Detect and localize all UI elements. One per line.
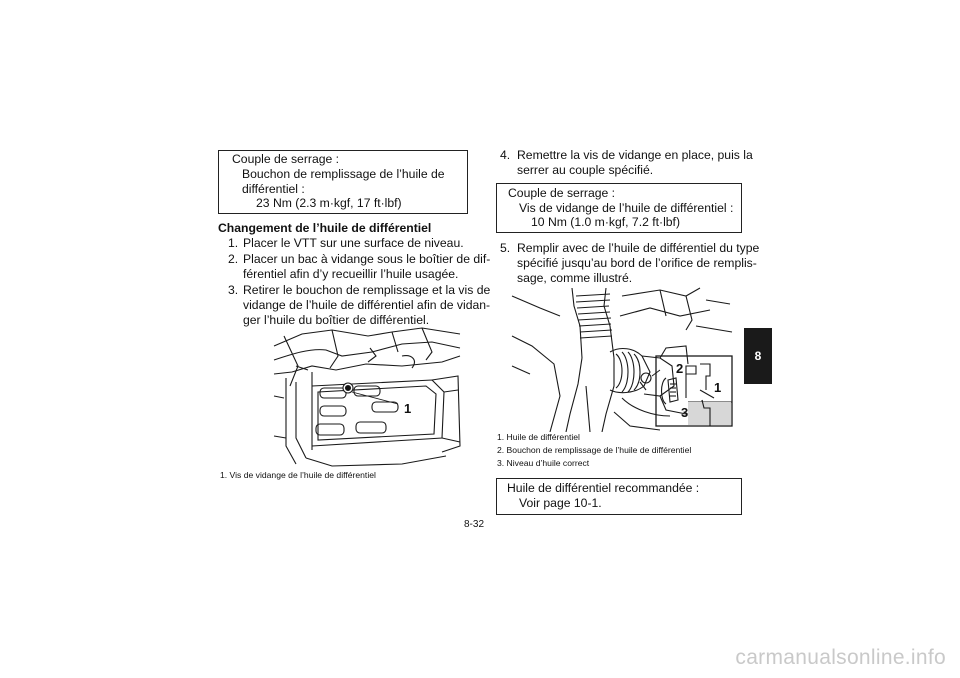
torque-drain-heading: Couple de serrage : xyxy=(508,186,616,200)
right-figure-callout-2: 2 xyxy=(676,361,684,376)
step-3-text-line2: vidange de l’huile de différentiel afin de vidan- xyxy=(243,298,491,312)
step-3-text-line3: ger l’huile du boîtier de différentiel. xyxy=(243,313,430,327)
right-figure-caption-2: 2. Bouchon de remplissage de l’huile de différentiel xyxy=(497,445,692,455)
torque-fill-item-cont: différentiel : xyxy=(242,182,305,196)
step-5-number: 5. xyxy=(500,241,511,255)
torque-drain-value: 10 Nm (1.0 m·kgf, 7.2 ft·lbf) xyxy=(531,215,680,229)
left-figure-caption: 1. Vis de vidange de l’huile de différentiel xyxy=(220,470,376,480)
section-title: Changement de l’huile de différentiel xyxy=(218,221,432,235)
step-1-text: Placer le VTT sur une surface de niveau. xyxy=(243,236,464,250)
right-figure-caption-3: 3. Niveau d’huile correct xyxy=(497,458,590,468)
right-figure-caption-1: 1. Huile de différentiel xyxy=(497,432,580,442)
step-2-number: 2. xyxy=(228,252,239,266)
step-3-number: 3. xyxy=(228,283,239,297)
right-figure-callout-3: 3 xyxy=(681,405,689,420)
step-5-text-line2: spécifié jusqu’au bord de l’orifice de remplis- xyxy=(517,256,757,270)
differential-drain-illustration xyxy=(272,326,462,468)
recommended-oil-reference: Voir page 10-1. xyxy=(519,496,602,510)
right-figure-callout-1: 1 xyxy=(714,380,722,395)
step-5-text-line1: Remplir avec de l’huile de différentiel du type xyxy=(517,241,760,255)
step-1-number: 1. xyxy=(228,236,239,250)
recommended-oil-heading: Huile de différentiel recommandée : xyxy=(507,481,700,495)
watermark: carmanualsonline.info xyxy=(735,646,946,669)
step-4-number: 4. xyxy=(500,148,511,162)
page-number: 8-32 xyxy=(464,519,485,530)
torque-fill-item: Bouchon de remplissage de l’huile de xyxy=(242,167,445,181)
step-5-text-line3: sage, comme illustré. xyxy=(517,271,633,285)
torque-fill-heading: Couple de serrage : xyxy=(232,152,340,166)
step-3-text-line1: Retirer le bouchon de remplissage et la vis de xyxy=(243,283,491,297)
torque-fill-value: 23 Nm (2.3 m·kgf, 17 ft·lbf) xyxy=(256,196,402,210)
differential-fill-illustration xyxy=(510,286,736,432)
step-2-text-line1: Placer un bac à vidange sous le boîtier de dif- xyxy=(243,252,491,266)
chapter-tab: 8 xyxy=(744,328,772,384)
step-4-text-line1: Remettre la vis de vidange en place, puis la xyxy=(517,148,753,162)
left-figure-callout-1: 1 xyxy=(404,401,412,416)
step-2-text-line2: férentiel afin d’y recueillir l’huile usagée. xyxy=(243,267,459,281)
torque-drain-item: Vis de vidange de l’huile de différentiel : xyxy=(519,201,734,215)
step-4-text-line2: serrer au couple spécifié. xyxy=(517,163,654,177)
